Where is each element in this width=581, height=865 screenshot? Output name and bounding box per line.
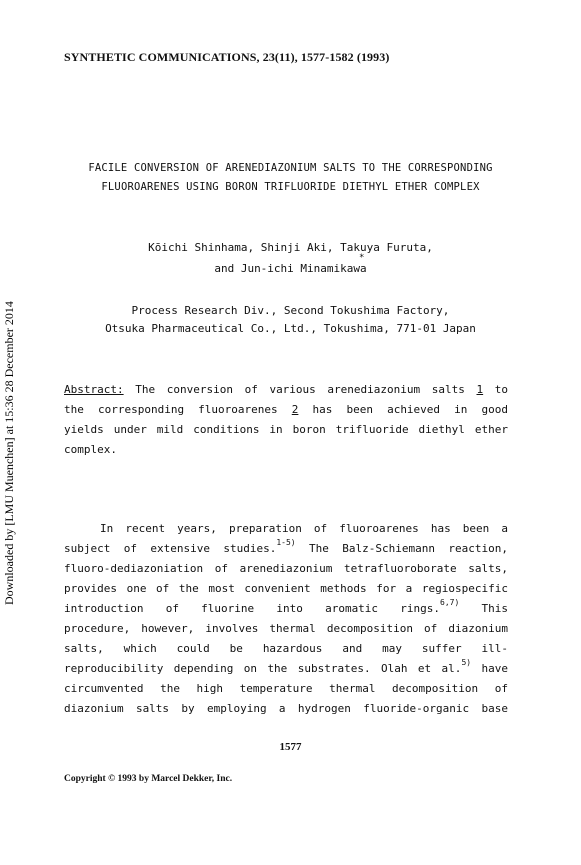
intro-line-3: fluoro-dediazoniation of arenediazonium tetrafluoroborate salts, — [64, 562, 508, 575]
abstract-label: Abstract: — [64, 383, 124, 396]
journal-header: SYNTHETIC COMMUNICATIONS, 23(11), 1577-1582 (1993) — [64, 50, 390, 64]
authors-line-2: and Jun-ichi Minamikawa — [214, 262, 367, 275]
citation-ref: 6,7) — [440, 598, 460, 607]
abstract-line-4: complex. — [64, 443, 117, 456]
intro-text: reproducibility depending on the substrates. Olah et al. — [64, 662, 462, 675]
intro-line-2 — [64, 539, 508, 559]
abstract-line-2 — [64, 400, 508, 420]
intro-line-10: diazonium salts by employing a hydrogen fluoride-organic base — [64, 702, 508, 715]
copyright-notice: Copyright © 1993 by Marcel Dekker, Inc. — [64, 774, 233, 784]
abstract-line-1 — [64, 380, 508, 400]
intro-text: This — [481, 602, 509, 615]
affiliation-line-1: Process Research Div., Second Tokushima Factory, — [131, 304, 450, 317]
citation-ref: 5) — [461, 658, 472, 667]
intro-text: subject of extensive studies. — [64, 542, 277, 555]
download-watermark: Downloaded by [LMU Muenchen] at 15:36 28 December 2014 — [2, 301, 16, 605]
abstract-text: has been achieved in good — [312, 403, 508, 416]
affiliation-line-2: Otsuka Pharmaceutical Co., Ltd., Tokushima, 771-01 Japan — [105, 322, 476, 335]
intro-line-4: provides one of the most convenient methods for a regiospecific — [64, 582, 508, 595]
introduction-paragraph — [64, 519, 508, 719]
page-number: 1577 — [279, 741, 302, 753]
intro-text: have — [481, 662, 508, 675]
article-title-line-2: FLUOROARENES USING BORON TRIFLUORIDE DIETHYL ETHER COMPLEX — [101, 181, 480, 193]
intro-text: introduction of fluorine into aromatic rings. — [64, 602, 441, 615]
intro-line-9: circumvented the high temperature thermal decomposition of — [64, 682, 508, 695]
compound-ref-1: 1 — [476, 383, 484, 396]
corresponding-author-mark: * — [359, 253, 365, 263]
intro-text: The Balz-Schiemann reaction, — [309, 542, 508, 555]
authors-line-1: Kōichi Shinhama, Shinji Aki, Takuya Furuta, — [148, 241, 433, 254]
intro-line-7: salts, which could be hazardous and may suffer ill- — [64, 642, 508, 655]
intro-line-1: In recent years, preparation of fluoroarenes has been a — [100, 522, 508, 535]
abstract-line-3: yields under mild conditions in boron trifluoride diethyl ether — [64, 423, 508, 436]
citation-ref: 1-5) — [276, 538, 296, 547]
intro-line-5 — [64, 599, 508, 619]
abstract-text: to — [494, 383, 508, 396]
abstract — [64, 380, 508, 460]
abstract-text: the corresponding fluoroarenes — [64, 403, 278, 416]
abstract-text: The conversion of various arenediazonium salts — [135, 383, 465, 396]
compound-ref-2: 2 — [291, 403, 299, 416]
intro-line-6: procedure, however, involves thermal decomposition of diazonium — [64, 622, 508, 635]
intro-line-8 — [64, 659, 508, 679]
article-title-line-1: FACILE CONVERSION OF ARENEDIAZONIUM SALTS TO THE CORRESPONDING — [88, 162, 493, 174]
